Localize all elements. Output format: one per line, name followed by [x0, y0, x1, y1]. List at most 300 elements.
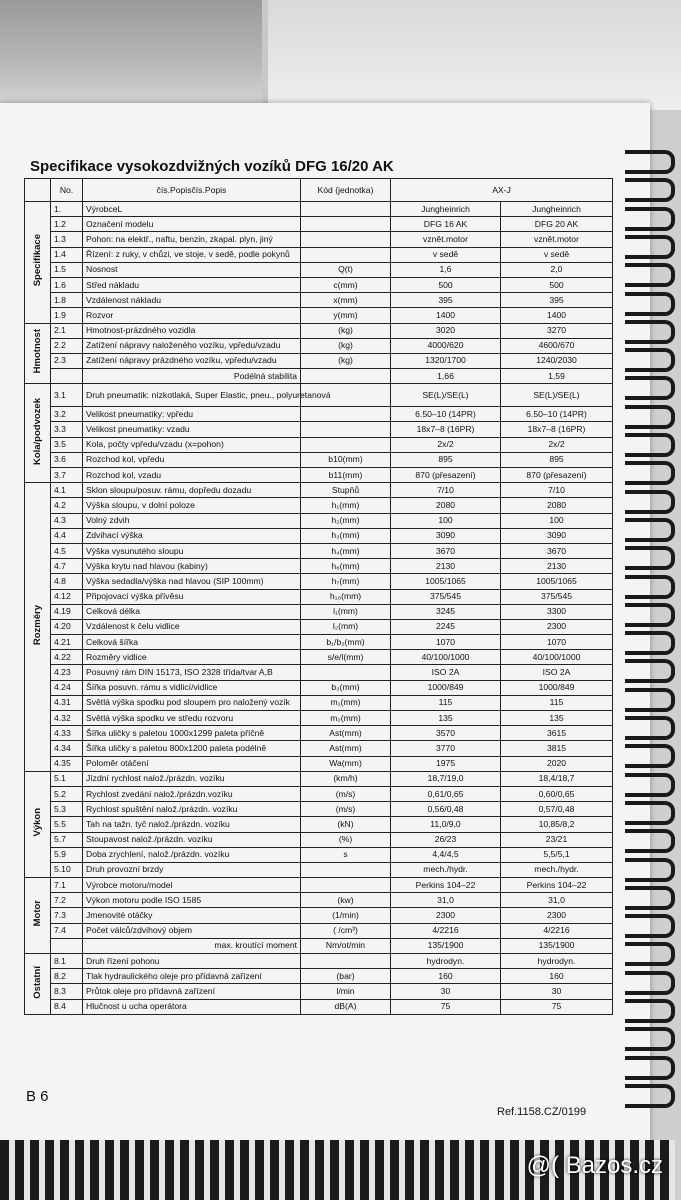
table-row [25, 786, 613, 801]
spiral-ring [625, 461, 675, 485]
row-number: 5.1 [51, 771, 83, 786]
row-number: 4.8 [51, 574, 83, 589]
row-description: Celková délka [83, 604, 301, 619]
row-number: 4.35 [51, 756, 83, 771]
value-dfg16: 4,4/4,5 [391, 847, 501, 862]
table-row [25, 893, 613, 908]
value-dfg16: Jungheinrich [391, 202, 501, 217]
value-dfg20: 7/10 [501, 483, 613, 498]
row-unit [301, 202, 391, 217]
row-description: Poloměr otáčení [83, 756, 301, 771]
value-dfg16: 3020 [391, 323, 501, 338]
spiral-ring [625, 518, 675, 542]
value-dfg16: 2245 [391, 619, 501, 634]
table-row [25, 574, 613, 589]
table-row [25, 695, 613, 710]
row-unit: h₇(mm) [301, 574, 391, 589]
table-row [25, 338, 613, 353]
table-row [25, 384, 613, 407]
value-dfg16: 1005/1065 [391, 574, 501, 589]
value-dfg20: 160 [501, 969, 613, 984]
row-unit [301, 232, 391, 247]
row-description: Vzdálenost k čelu vidlice [83, 619, 301, 634]
row-unit [301, 217, 391, 232]
row-unit: b11(mm) [301, 468, 391, 483]
spiral-ring [625, 348, 675, 372]
row-unit: c(mm) [301, 277, 391, 292]
value-dfg16: vznět.motor [391, 232, 501, 247]
value-dfg20: 18x7–8 (16PR) [501, 422, 613, 437]
table-row [25, 323, 613, 338]
row-description: Kola, počty vpředu/vzadu (x=pohon) [83, 437, 301, 452]
table-header-row [25, 179, 613, 202]
row-number [51, 369, 83, 384]
value-dfg20: 3300 [501, 604, 613, 619]
row-description: Stoupavost nalož./prázdn. vozíku [83, 832, 301, 847]
value-dfg16: 4000/620 [391, 338, 501, 353]
value-dfg20: 1400 [501, 308, 613, 323]
value-dfg20: 5,5/5,1 [501, 847, 613, 862]
row-unit: s [301, 847, 391, 862]
spiral-ring [625, 1084, 675, 1108]
row-unit: b10(mm) [301, 452, 391, 467]
row-number: 5.9 [51, 847, 83, 862]
row-unit [301, 369, 391, 384]
row-unit: h₁(mm) [301, 498, 391, 513]
row-unit [301, 407, 391, 422]
value-dfg16: ISO 2A [391, 665, 501, 680]
value-dfg16: SE(L)/SE(L) [391, 384, 501, 407]
value-dfg16: mech./hydr. [391, 862, 501, 877]
row-description: Šířka uličky s paletou 800x1200 paleta podélně [83, 741, 301, 756]
row-description: Sklon sloupu/posuv. rámu, dopředu dozadu [83, 483, 301, 498]
value-dfg16: 6.50–10 (14PR) [391, 407, 501, 422]
value-dfg16: 2130 [391, 559, 501, 574]
value-dfg20: 1,59 [501, 369, 613, 384]
row-description: Volný zdvih [83, 513, 301, 528]
row-number: 1.9 [51, 308, 83, 323]
spiral-ring [625, 971, 675, 995]
spiral-ring [625, 292, 675, 316]
table-row [25, 954, 613, 969]
row-description: Zdvihací výška [83, 528, 301, 543]
row-number: 3.1 [51, 384, 83, 407]
row-number: 3.2 [51, 407, 83, 422]
row-unit: s/e/l(mm) [301, 650, 391, 665]
table-row [25, 726, 613, 741]
value-dfg20: 2x/2 [501, 437, 613, 452]
table-row [25, 232, 613, 247]
table-row [25, 741, 613, 756]
spiral-ring [625, 575, 675, 599]
table-row [25, 908, 613, 923]
table-row [25, 802, 613, 817]
row-unit: Ast(mm) [301, 741, 391, 756]
row-description: Počet válců/zdvihový objem [83, 923, 301, 938]
row-number: 1.4 [51, 247, 83, 262]
value-dfg20: 10,85/8,2 [501, 817, 613, 832]
row-unit: Wa(mm) [301, 756, 391, 771]
value-dfg16: 500 [391, 277, 501, 292]
table-row [25, 756, 613, 771]
value-dfg20: SE(L)/SE(L) [501, 384, 613, 407]
value-dfg20: 4/2216 [501, 923, 613, 938]
value-dfg20: 2300 [501, 619, 613, 634]
section-label [25, 878, 51, 954]
value-dfg16: 26/23 [391, 832, 501, 847]
section-label [25, 323, 51, 384]
row-number: 4.32 [51, 711, 83, 726]
row-unit: h₂(mm) [301, 513, 391, 528]
row-number: 4.2 [51, 498, 83, 513]
table-row [25, 217, 613, 232]
value-dfg20: 3670 [501, 543, 613, 558]
row-description: Doba zrychlení, nalož./prázdn. vozíku [83, 847, 301, 862]
value-dfg16: 895 [391, 452, 501, 467]
value-dfg16: 3090 [391, 528, 501, 543]
value-dfg20: Perkins 104–22 [501, 878, 613, 893]
row-number: 4.31 [51, 695, 83, 710]
row-number: 2.3 [51, 353, 83, 368]
row-number: 1. [51, 202, 83, 217]
row-description: Výška sloupu, v dolní poloze [83, 498, 301, 513]
section-label-text: Hmotnost [32, 329, 43, 374]
row-number: 1.3 [51, 232, 83, 247]
row-description: max. kroutící moment [83, 938, 301, 953]
row-unit: (kg) [301, 338, 391, 353]
binder-cover [262, 0, 681, 110]
table-row [25, 847, 613, 862]
row-number: 4.24 [51, 680, 83, 695]
spec-table [24, 178, 613, 1015]
row-description: Šířka uličky s paletou 1000x1299 paleta příčně [83, 726, 301, 741]
value-dfg20: 1005/1065 [501, 574, 613, 589]
value-dfg16: 7/10 [391, 483, 501, 498]
row-number: 4.7 [51, 559, 83, 574]
table-row [25, 619, 613, 634]
row-number: 4.4 [51, 528, 83, 543]
table-row [25, 468, 613, 483]
spiral-ring [625, 603, 675, 627]
value-dfg16: 1400 [391, 308, 501, 323]
row-unit [301, 422, 391, 437]
value-dfg20: 4600/670 [501, 338, 613, 353]
value-dfg20: 18,4/18,7 [501, 771, 613, 786]
row-unit: (%) [301, 832, 391, 847]
table-row [25, 422, 613, 437]
value-dfg20: 100 [501, 513, 613, 528]
row-number: 4.33 [51, 726, 83, 741]
row-number: 2.2 [51, 338, 83, 353]
row-description: Jízdní rychlost nalož./prázdn. vozíku [83, 771, 301, 786]
value-dfg16: 870 (přesazení) [391, 468, 501, 483]
section-label [25, 483, 51, 772]
section-label-text: Ostatní [32, 965, 43, 999]
header-desc: čís.Popisčís.Popis [83, 179, 301, 202]
spiral-ring [625, 829, 675, 853]
row-unit: b₁/b₂(mm) [301, 635, 391, 650]
table-row [25, 984, 613, 999]
page-number: B 6 [26, 1088, 49, 1105]
table-row [25, 969, 613, 984]
spiral-ring [625, 659, 675, 683]
row-description: Rychlost zvedání nalož./prázdn.vozíku [83, 786, 301, 801]
value-dfg16: v sedě [391, 247, 501, 262]
row-number: 8.4 [51, 999, 83, 1014]
spiral-ring [625, 490, 675, 514]
table-row [25, 353, 613, 368]
value-dfg16: 395 [391, 293, 501, 308]
row-description: Výška krytu nad hlavou (kabiny) [83, 559, 301, 574]
row-number: 5.10 [51, 862, 83, 877]
value-dfg20: 75 [501, 999, 613, 1014]
row-number [51, 938, 83, 953]
value-dfg16: Perkins 104–22 [391, 878, 501, 893]
spiral-ring [625, 914, 675, 938]
watermark-text: @( Bazos.cz [526, 1152, 663, 1179]
value-dfg20: 135/1900 [501, 938, 613, 953]
value-dfg20: 6.50–10 (14PR) [501, 407, 613, 422]
table-row [25, 999, 613, 1014]
table-row [25, 771, 613, 786]
spiral-ring [625, 942, 675, 966]
value-dfg20: DFG 20 AK [501, 217, 613, 232]
table-row [25, 277, 613, 292]
value-dfg16: 135 [391, 711, 501, 726]
value-dfg16: 1,6 [391, 262, 501, 277]
value-dfg20: vznět.motor [501, 232, 613, 247]
value-dfg20: 135 [501, 711, 613, 726]
value-dfg20: Jungheinrich [501, 202, 613, 217]
row-unit: b₃(mm) [301, 680, 391, 695]
row-description: Výkon motoru podle ISO 1585 [83, 893, 301, 908]
value-dfg16: 135/1900 [391, 938, 501, 953]
table-row [25, 202, 613, 217]
row-unit: (m/s) [301, 786, 391, 801]
value-dfg20: 0,60/0,65 [501, 786, 613, 801]
value-dfg16: 2080 [391, 498, 501, 513]
row-unit: (kN) [301, 817, 391, 832]
row-unit: ( /cm³) [301, 923, 391, 938]
row-description: Světlá výška spodku ve středu rozvoru [83, 711, 301, 726]
row-description: Druh řízení pohonu [83, 954, 301, 969]
row-number: 7.1 [51, 878, 83, 893]
value-dfg16: 2x/2 [391, 437, 501, 452]
value-dfg16: 18x7–8 (16PR) [391, 422, 501, 437]
value-dfg20: 1000/849 [501, 680, 613, 695]
value-dfg16: 31,0 [391, 893, 501, 908]
row-number: 5.7 [51, 832, 83, 847]
value-dfg16: 100 [391, 513, 501, 528]
row-number: 4.3 [51, 513, 83, 528]
value-dfg16: 1320/1700 [391, 353, 501, 368]
spiral-ring [625, 235, 675, 259]
row-unit [301, 247, 391, 262]
value-dfg16: 1000/849 [391, 680, 501, 695]
row-description: Celková šířka [83, 635, 301, 650]
row-description: Výrobce motoru/model [83, 878, 301, 893]
row-unit: h₄(mm) [301, 543, 391, 558]
row-unit: h₁₀(mm) [301, 589, 391, 604]
value-dfg16: 18,7/19,0 [391, 771, 501, 786]
row-unit: Nm/ot/min [301, 938, 391, 953]
row-number: 1.8 [51, 293, 83, 308]
value-dfg20: 375/545 [501, 589, 613, 604]
row-description: Rychlost spuštění nalož./prázdn. vozíku [83, 802, 301, 817]
row-number: 4.19 [51, 604, 83, 619]
row-unit [301, 437, 391, 452]
value-dfg16: 0,61/0,65 [391, 786, 501, 801]
row-unit: m₂(mm) [301, 711, 391, 726]
row-number: 4.22 [51, 650, 83, 665]
value-dfg20: 2300 [501, 908, 613, 923]
spiral-ring [625, 405, 675, 429]
row-description: Jmenovité otáčky [83, 908, 301, 923]
table-row [25, 650, 613, 665]
row-description: Průtok oleje pro přídavná zařízení [83, 984, 301, 999]
table-row [25, 832, 613, 847]
table-row [25, 528, 613, 543]
row-description: Posuvný rám DIN 15173, ISO 2328 třída/tvar A,B [83, 665, 301, 680]
row-description: Velikost pneumatiky: vpředu [83, 407, 301, 422]
section-label-text: Specifikace [32, 234, 43, 287]
table-row [25, 635, 613, 650]
value-dfg20: mech./hydr. [501, 862, 613, 877]
table-row [25, 604, 613, 619]
row-description: Výška sedadla/výška nad hlavou (SIP 100mm) [83, 574, 301, 589]
row-description: Střed nákladu [83, 277, 301, 292]
table-row [25, 407, 613, 422]
row-description: Zatížení nápravy prázdného vozíku, vpředu/vzadu [83, 353, 301, 368]
value-dfg16: 1,66 [391, 369, 501, 384]
value-dfg16: 0,56/0,48 [391, 802, 501, 817]
row-number: 4.23 [51, 665, 83, 680]
value-dfg20: 31,0 [501, 893, 613, 908]
value-dfg16: 30 [391, 984, 501, 999]
row-description: Velikost pneumatiky: vzadu [83, 422, 301, 437]
row-unit: m₁(mm) [301, 695, 391, 710]
table-row [25, 923, 613, 938]
row-number: 4.34 [51, 741, 83, 756]
spiral-ring [625, 433, 675, 457]
reference-number: Ref.1158.CZ/0199 [497, 1106, 587, 1118]
value-dfg20: 895 [501, 452, 613, 467]
row-description: Zatížení nápravy naloženého vozíku, vpředu/vzadu [83, 338, 301, 353]
row-number: 4.12 [51, 589, 83, 604]
section-label-text: Výkon [32, 808, 43, 837]
section-label [25, 954, 51, 1015]
section-label [25, 202, 51, 324]
row-unit: (kg) [301, 323, 391, 338]
spiral-ring [625, 688, 675, 712]
row-description: Hmotnost-prázdného vozidla [83, 323, 301, 338]
value-dfg16: 75 [391, 999, 501, 1014]
value-dfg20: 40/100/1000 [501, 650, 613, 665]
value-dfg20: 3090 [501, 528, 613, 543]
row-number: 5.3 [51, 802, 83, 817]
spiral-ring [625, 376, 675, 400]
table-row [25, 878, 613, 893]
row-unit: (bar) [301, 969, 391, 984]
value-dfg16: 375/545 [391, 589, 501, 604]
table-row [25, 665, 613, 680]
row-number: 5.2 [51, 786, 83, 801]
spiral-ring [625, 858, 675, 882]
spiral-ring [625, 263, 675, 287]
row-unit: l/min [301, 984, 391, 999]
table-row [25, 711, 613, 726]
value-dfg20: hydrodyn. [501, 954, 613, 969]
row-unit: y(mm) [301, 308, 391, 323]
row-unit: (kg) [301, 353, 391, 368]
row-description: Řízení: z ruky, v chůzi, ve stoje, v sedě, podle pokynů [83, 247, 301, 262]
row-unit: (1/min) [301, 908, 391, 923]
row-unit [301, 862, 391, 877]
value-dfg16: 4/2216 [391, 923, 501, 938]
row-number: 5.5 [51, 817, 83, 832]
row-description: VýrobceL [83, 202, 301, 217]
row-description: Hlučnost u ucha operátora [83, 999, 301, 1014]
row-description: Označení modelu [83, 217, 301, 232]
table-row [25, 559, 613, 574]
table-row [25, 862, 613, 877]
row-number: 1.6 [51, 277, 83, 292]
spiral-ring [625, 178, 675, 202]
row-description: Tlak hydraulického oleje pro přídavná zařízení [83, 969, 301, 984]
value-dfg20: 3270 [501, 323, 613, 338]
row-unit: x(mm) [301, 293, 391, 308]
row-number: 1.2 [51, 217, 83, 232]
row-unit [301, 878, 391, 893]
spiral-ring [625, 716, 675, 740]
value-dfg20: 2130 [501, 559, 613, 574]
table-row [25, 817, 613, 832]
value-dfg20: 0,57/0,48 [501, 802, 613, 817]
table-row [25, 247, 613, 262]
row-description: Pohon: na elektř., naftu, benzin, zkapal. plyn, jiný [83, 232, 301, 247]
value-dfg20: 3615 [501, 726, 613, 741]
row-unit: (kw) [301, 893, 391, 908]
spiral-ring [625, 744, 675, 768]
spiral-binding [625, 150, 675, 1110]
table-row [25, 293, 613, 308]
row-number: 3.7 [51, 468, 83, 483]
table-row [25, 262, 613, 277]
value-dfg16: 3570 [391, 726, 501, 741]
row-number: 4.1 [51, 483, 83, 498]
row-unit: Q(t) [301, 262, 391, 277]
table-row [25, 543, 613, 558]
value-dfg20: 115 [501, 695, 613, 710]
spiral-ring [625, 546, 675, 570]
value-dfg16: DFG 16 AK [391, 217, 501, 232]
row-description: Výška vysunutého sloupu [83, 543, 301, 558]
row-unit: h₆(mm) [301, 559, 391, 574]
table-row [25, 680, 613, 695]
value-dfg16: 40/100/1000 [391, 650, 501, 665]
value-dfg20: 395 [501, 293, 613, 308]
row-number: 8.1 [51, 954, 83, 969]
table-row [25, 369, 613, 384]
row-number: 4.21 [51, 635, 83, 650]
value-dfg20: 1070 [501, 635, 613, 650]
value-dfg16: hydrodyn. [391, 954, 501, 969]
value-dfg20: 2020 [501, 756, 613, 771]
table-row [25, 308, 613, 323]
row-unit: (m/s) [301, 802, 391, 817]
header-unit: Kód (jednotka) [301, 179, 391, 202]
row-description: Světlá výška spodku pod sloupem pro naložený vozík [83, 695, 301, 710]
